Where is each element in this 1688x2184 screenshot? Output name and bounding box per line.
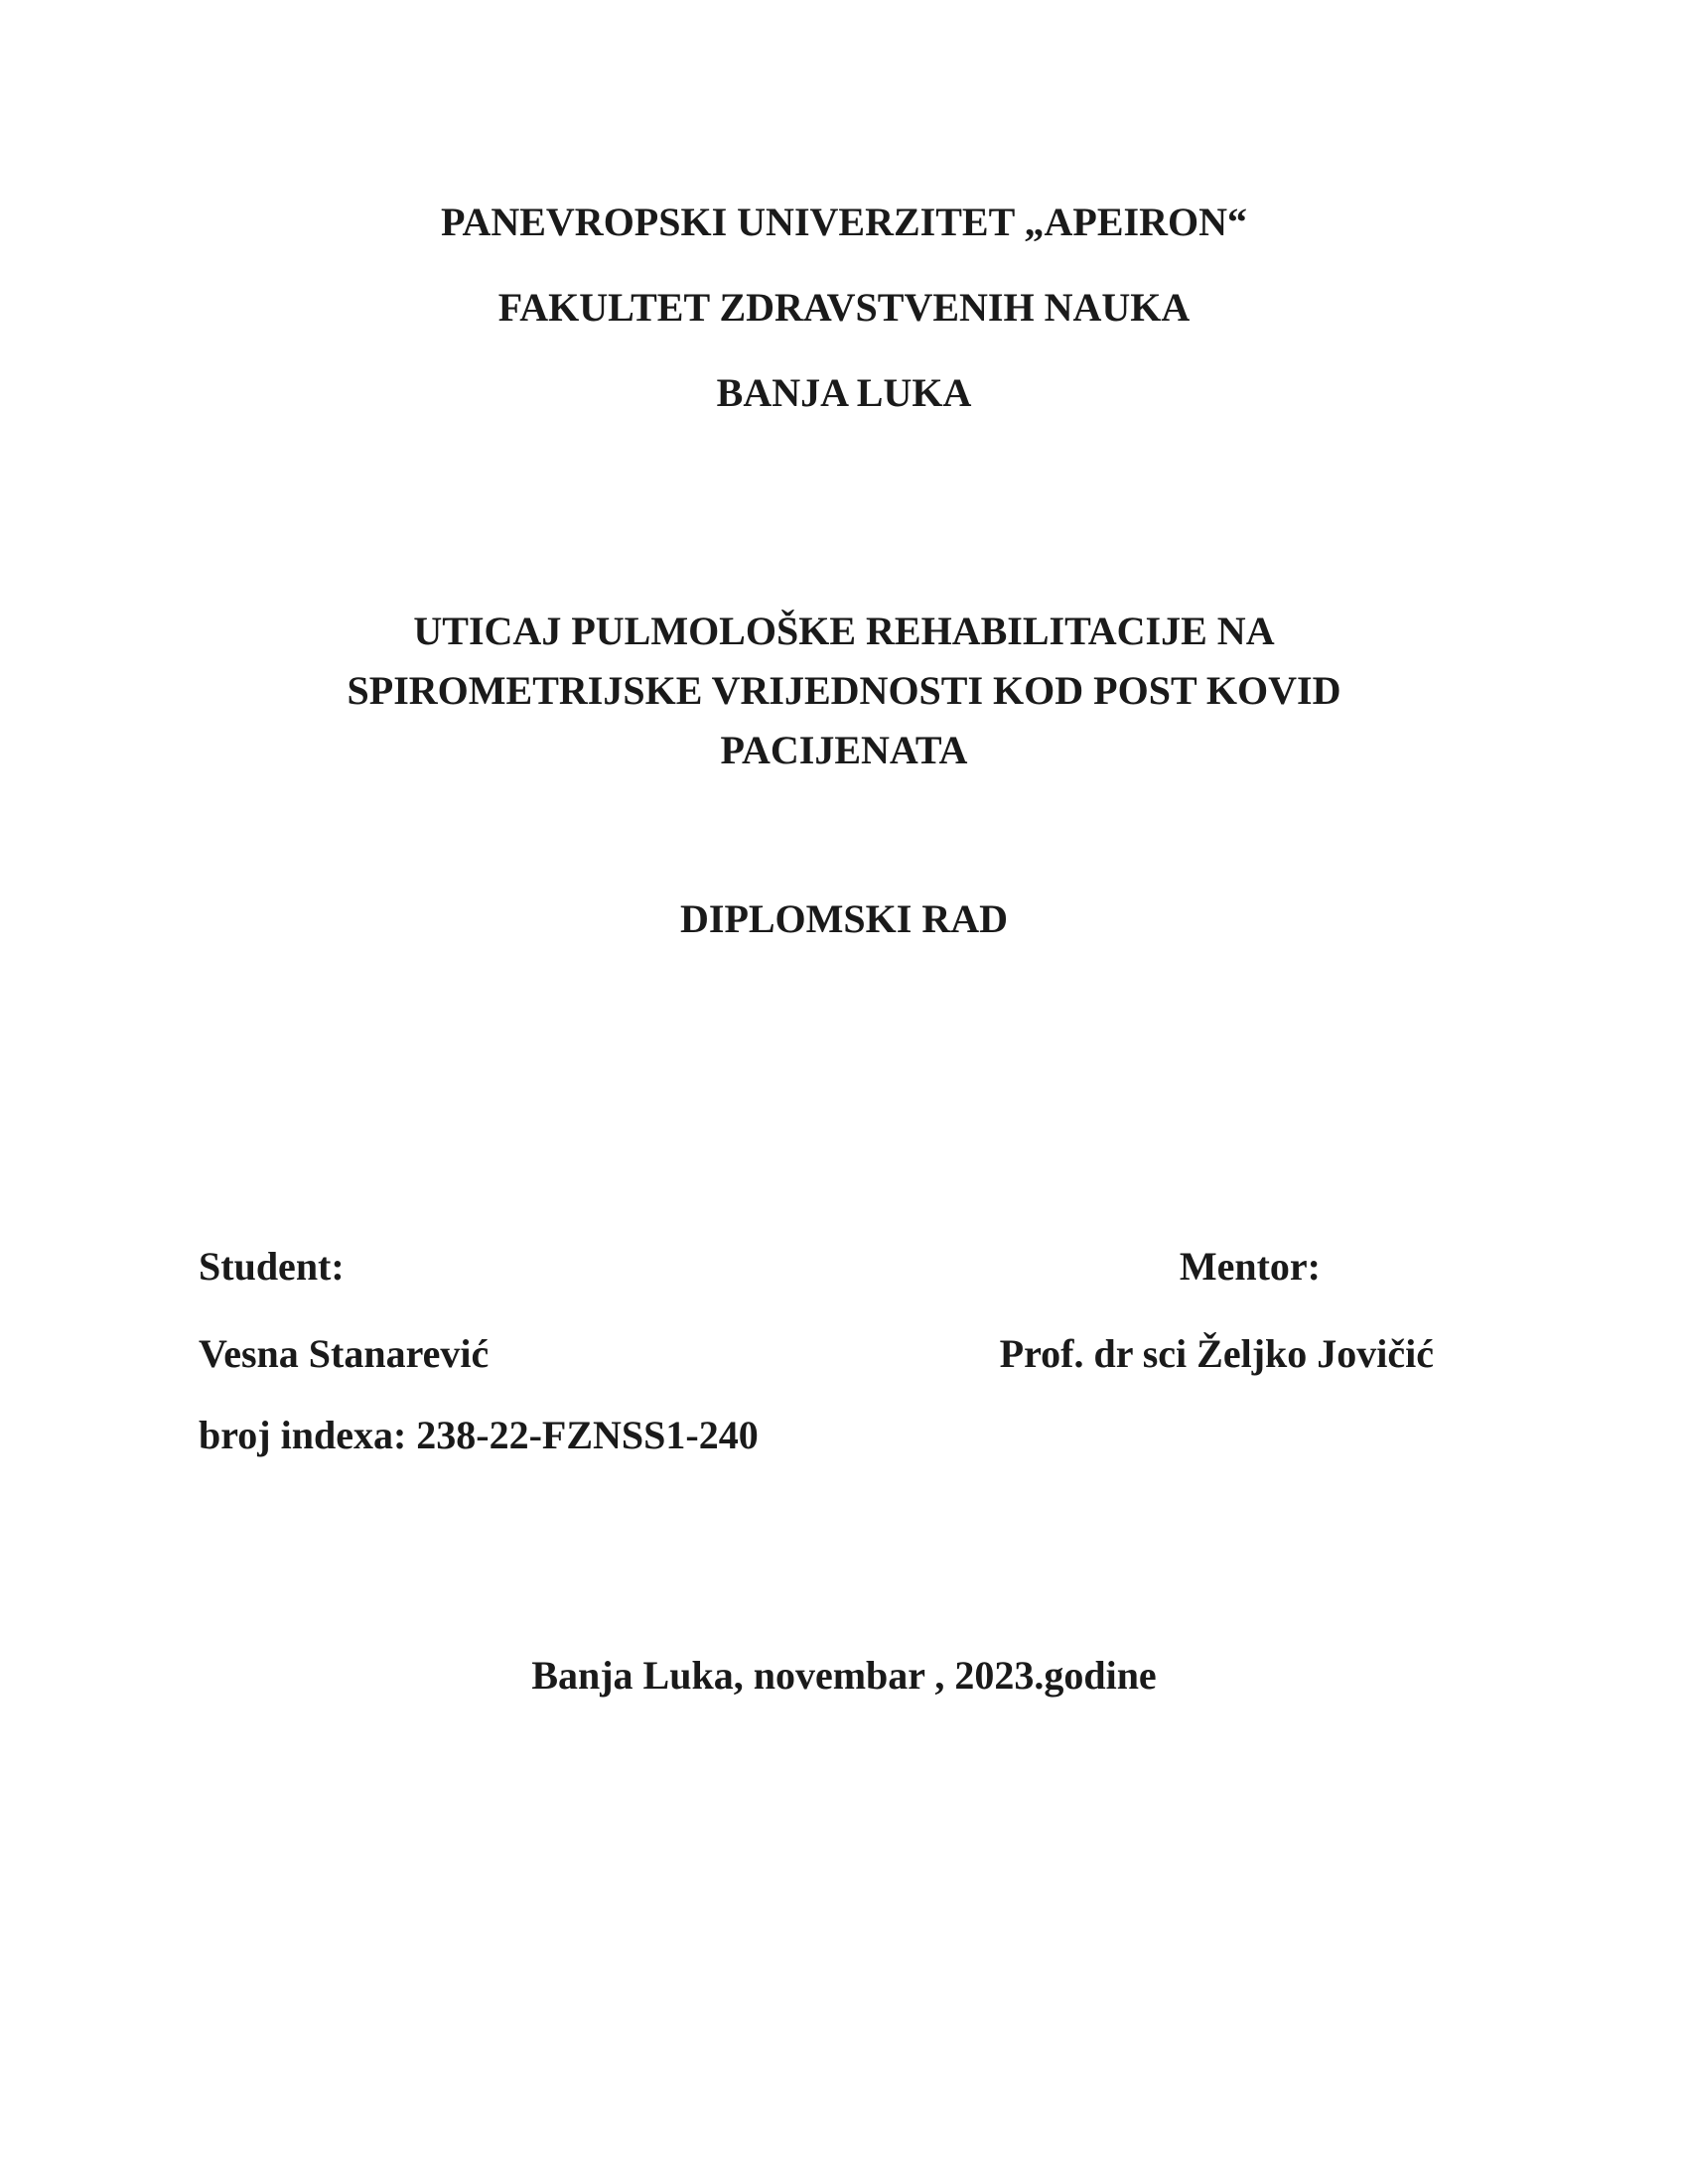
student-label: Student: (199, 1244, 345, 1289)
mentor-label: Mentor: (1179, 1244, 1321, 1289)
thesis-title-line-2: SPIROMETRIJSKE VRIJEDNOSTI KOD POST KOVID (347, 668, 1341, 713)
city-name: BANJA LUKA (716, 370, 972, 415)
mentor-name: Prof. dr sci Željko Jovičić (999, 1331, 1434, 1376)
faculty-name: FAKULTET ZDRAVSTVENIH NAUKA (497, 285, 1191, 330)
place-and-date: Banja Luka, novembar , 2023.godine (531, 1653, 1157, 1698)
student-index: broj indexa: 238-22-FZNSS1-240 (199, 1413, 759, 1457)
work-type: DIPLOMSKI RAD (679, 896, 1009, 941)
thesis-title-line-3: PACIJENATA (720, 728, 968, 772)
university-name: PANEVROPSKI UNIVERZITET „APEIRON“ (441, 200, 1247, 244)
thesis-title-line-1: UTICAJ PULMOLOŠKE REHABILITACIJE NA (413, 609, 1275, 653)
student-name: Vesna Stanarević (199, 1331, 490, 1376)
